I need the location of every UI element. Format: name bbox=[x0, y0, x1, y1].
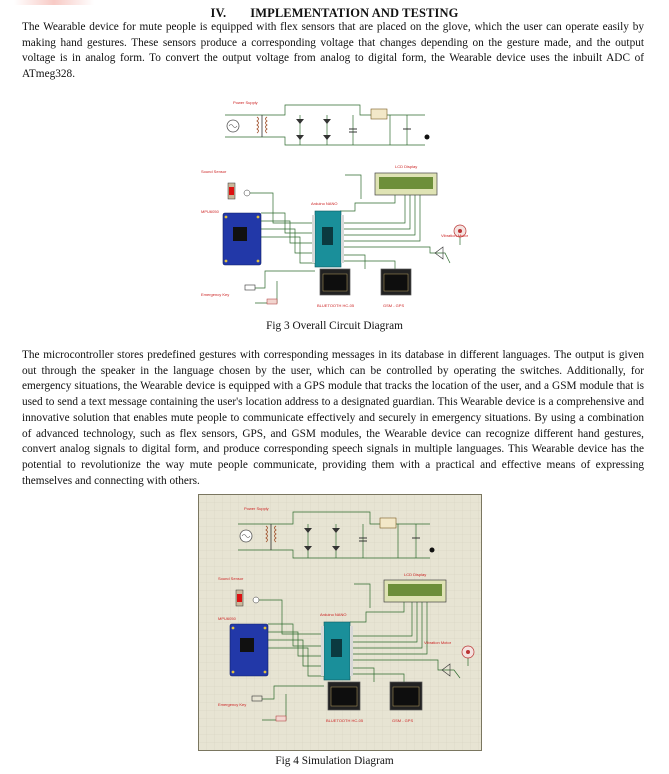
fig4-label-vibration: Vibration Motor bbox=[424, 640, 452, 645]
page-corner-mark bbox=[14, 0, 94, 5]
section-title: IMPLEMENTATION AND TESTING bbox=[250, 6, 459, 20]
figure-overall-circuit bbox=[195, 93, 473, 315]
fig4-label-lcd: LCD Display bbox=[404, 572, 427, 577]
paragraph-2: The microcontroller stores predefined gestures with corresponding messages in its database in different languages. The output is given out through the speaker in the language chosen by the user, which can be controlled by operating the switches. Additionally, for emergency situations, the Wearable device is equipped with a GPS module that tracks the location of the user, and a GSM module that is used to send a text message containing the user's location address to a designated guardian. This Wearable device is a comprehensive and innovative solution that enables mute people to communicate effectively and securely in emergency situations. By using a combination of advanced technology, such as flex sensors, GPS, and GSM modules, the Wearable device can recognize different hand gestures, convert analog signals to digital form, and produce corresponding speech signals in multiple languages. This Wearable device has the potential to revolutionize the way mute people communicate, providing them with a practical and effective means of expressing themselves and connecting with others. bbox=[22, 349, 644, 487]
fig3-label-emergency: Emergency Key bbox=[201, 292, 230, 297]
figure-simulation bbox=[198, 494, 482, 751]
fig4-label-sound: Sound Sensor bbox=[218, 576, 244, 581]
fig4-label-gsm: GSM - GPS bbox=[392, 718, 414, 723]
paragraph-1: The Wearable device for mute people is equipped with flex sensors that are placed on the glove, which the user can operate easily by making hand gestures. These sensors produce a corresponding voltage that changes depending on the gesture made, and the output voltage is in analog form. To convert the output voltage from analog to digital form, the Wearable device uses the inbuilt ADC of ATmeg328. bbox=[22, 21, 644, 81]
section-heading bbox=[0, 6, 669, 21]
fig4-label-bluetooth: BLUETOOTH HC-05 bbox=[326, 718, 364, 723]
fig3-label-mpu: MPU6050 bbox=[201, 209, 219, 214]
fig4-label-arduino: Arduino NANO bbox=[320, 612, 347, 617]
fig3-label-lcd: LCD Display bbox=[395, 164, 418, 169]
section-number: IV. bbox=[210, 6, 227, 20]
fig3-label-gsm: GSM - GPS bbox=[383, 303, 405, 308]
fig3-label-sound: Sound Sensor bbox=[201, 169, 227, 174]
fig3-label-bluetooth: BLUETOOTH HC-05 bbox=[317, 303, 355, 308]
fig4-label-emergency: Emergency Key bbox=[218, 702, 247, 707]
fig3-label-power: Power Supply bbox=[233, 100, 258, 105]
fig4-label-power: Power Supply bbox=[244, 506, 269, 511]
figure-4-caption: Fig 4 Simulation Diagram bbox=[275, 755, 394, 767]
fig3-label-arduino: Arduino NANO bbox=[311, 201, 338, 206]
fig4-label-mpu: MPU6050 bbox=[218, 616, 236, 621]
figure-3-caption: Fig 3 Overall Circuit Diagram bbox=[266, 320, 403, 332]
fig3-label-vibration: Vibration Motor bbox=[441, 233, 469, 238]
